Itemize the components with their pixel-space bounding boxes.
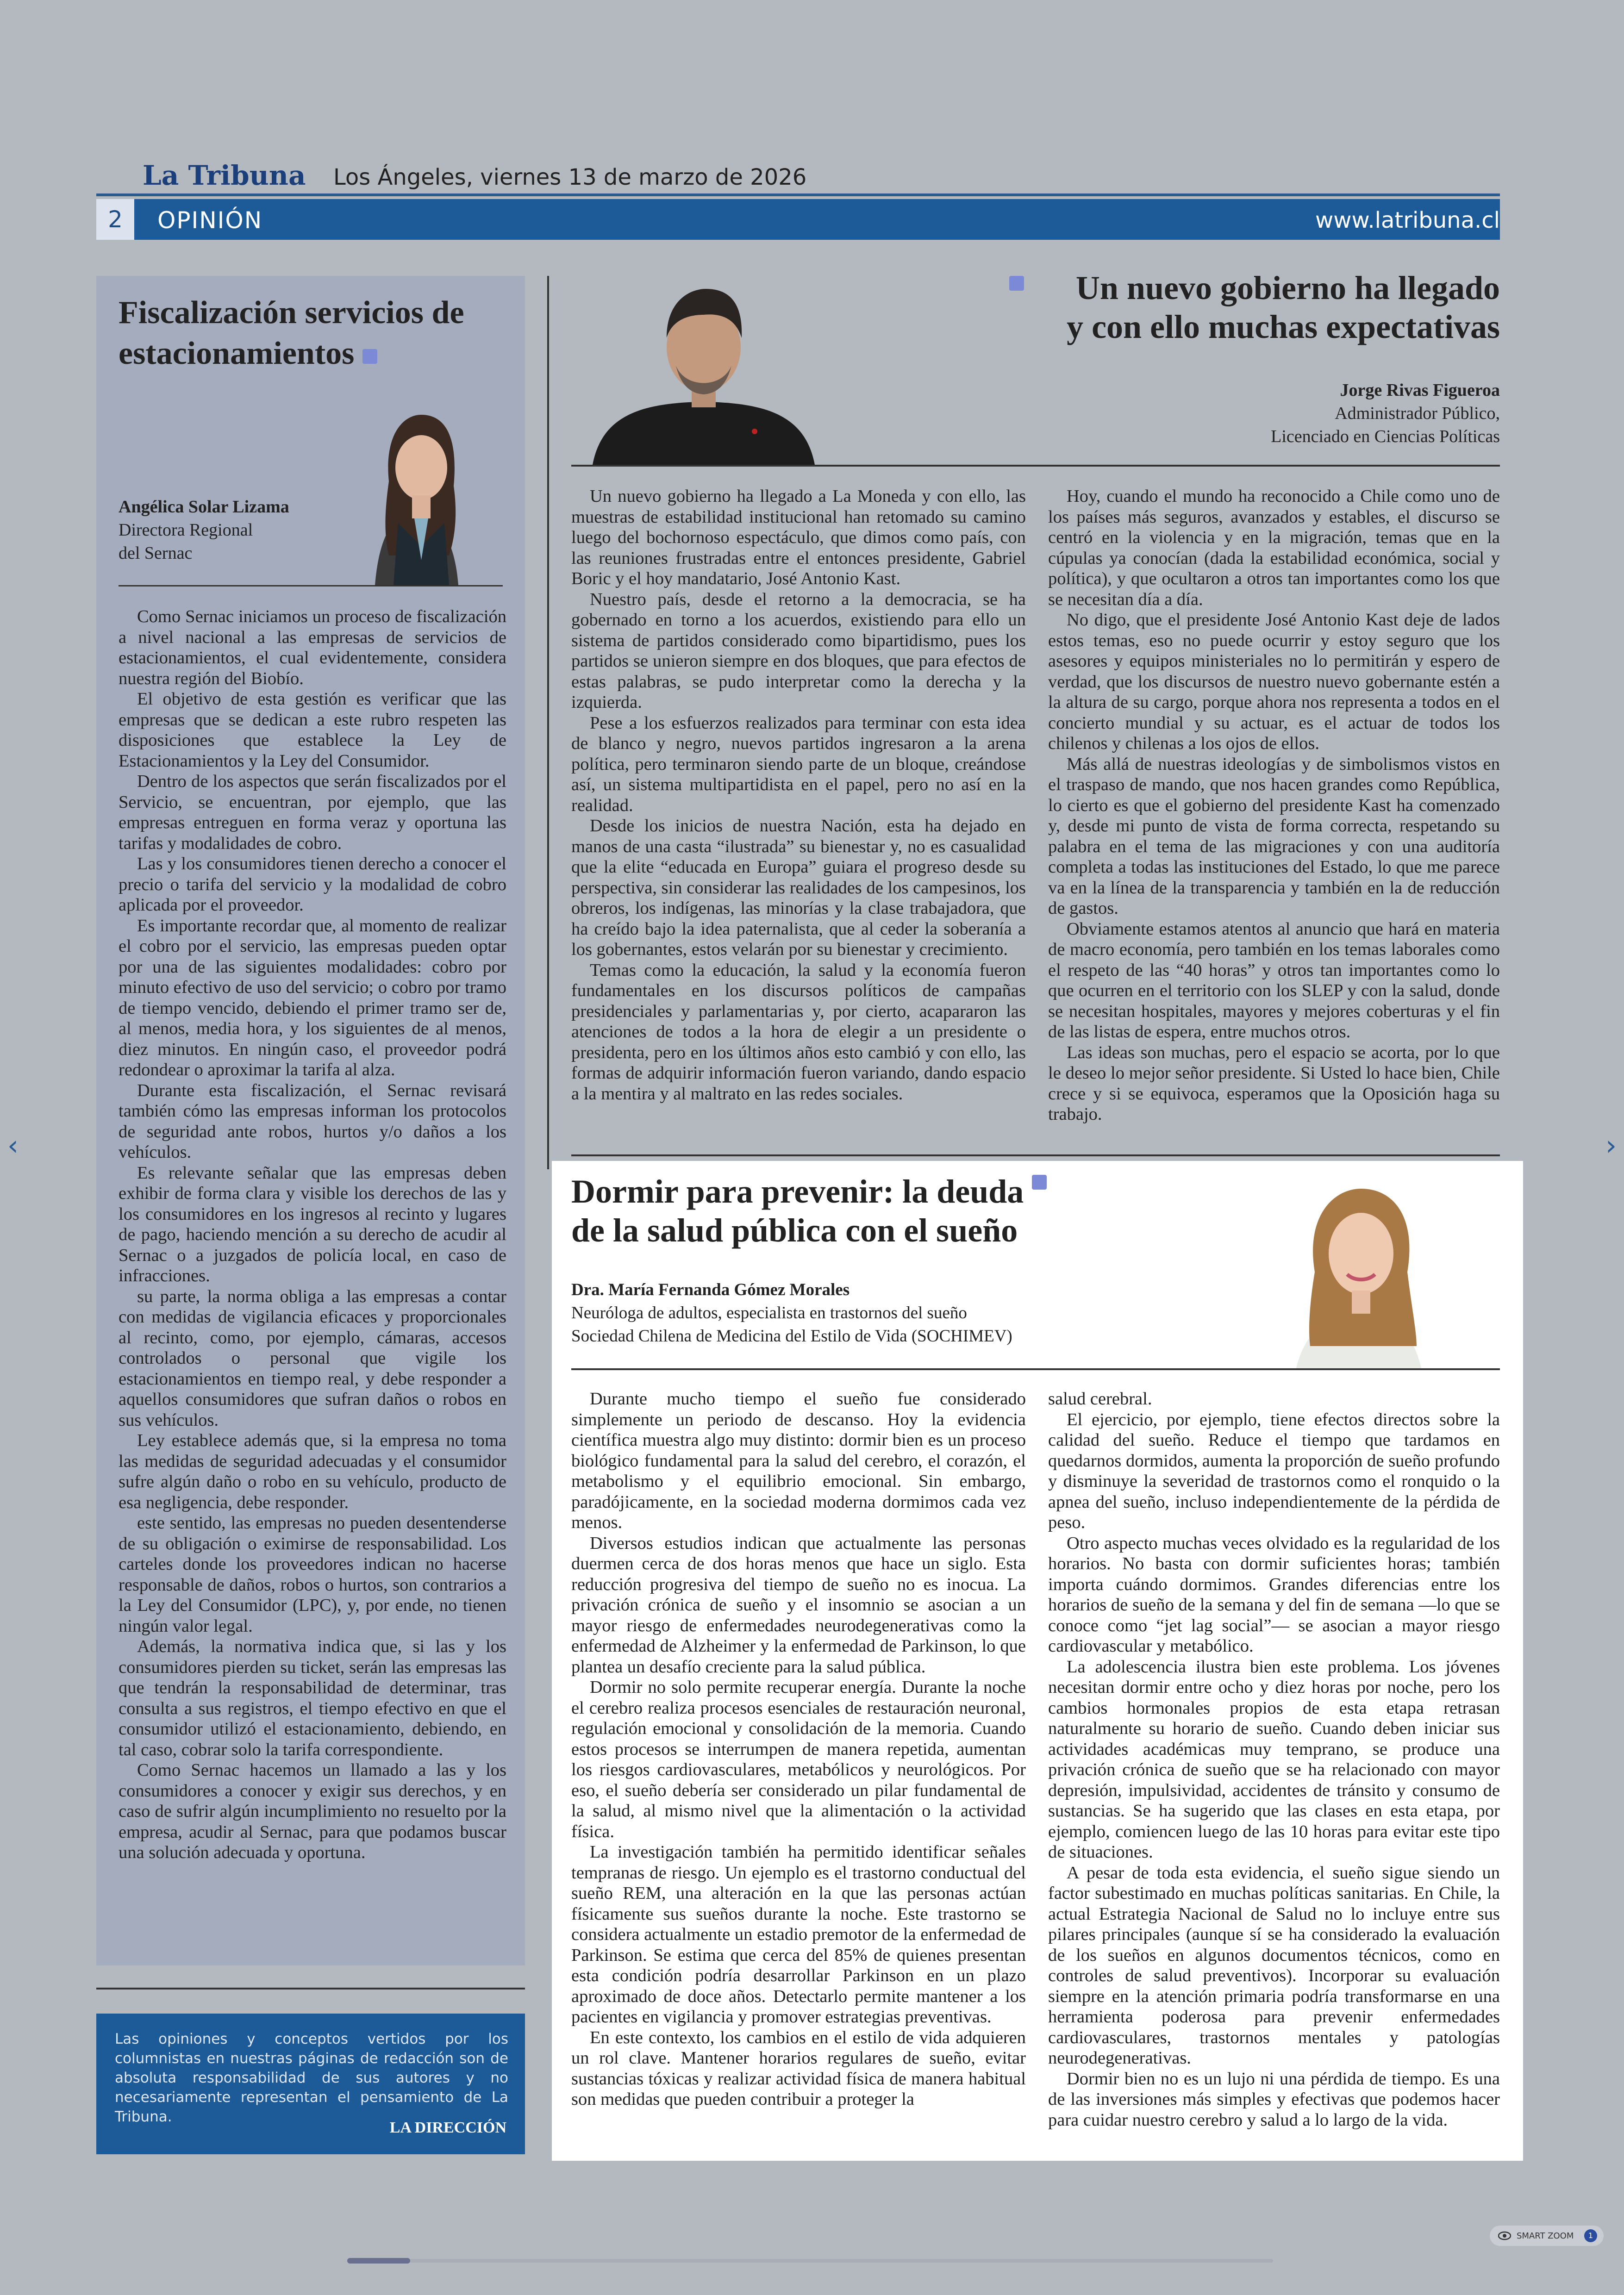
paragraph: Diversos estudios indican que actualmente las personas duermen cerca de dos horas menos que hace un siglo. Esta reducción progresiva del tiempo de sueño no es inocua. La privación crónica de sueño y el insomnio se asocian a un mayor riesgo de enfermedades neurodegenerativas como la enfermedad de Alzheimer y la enfermedad de Parkinson, lo que plantea un desafío creciente para la salud pública. xyxy=(571,1533,1026,1677)
left-bottom-rule xyxy=(96,1988,525,1989)
left-author-block xyxy=(119,495,289,565)
website-link[interactable]: www.latribuna.cl xyxy=(1315,207,1500,233)
paragraph: su parte, la norma obliga a las empresas a contar con medidas de vigilancia eficaces y proporcionales al recinto, como, por ejemplo, cámaras, accesos controlados o personal que vigile los estacionamientos en tiempo real, y debe responder a aquellos consumidores que sufran daños o robos en sus vehículos. xyxy=(119,1286,506,1430)
left-author-org: del Sernac xyxy=(119,543,193,563)
bottom-author-org: Sociedad Chilena de Medicina del Estilo de Vida (SOCHIMEV) xyxy=(571,1327,1012,1346)
author-photo-solar xyxy=(319,407,505,585)
left-author-rule xyxy=(119,585,503,586)
paragraph: Nuestro país, desde el retorno a la democracia, se ha gobernado en torno a los acuerdos, existiendo para ello un sistema de partidos considerado como bipartidismo, pues los partidos se unieron siempre en dos bloques, que para efectos de estas palabras, se pudo interpretar como la derecha y la izquierda. xyxy=(571,589,1026,712)
bottom-author-block xyxy=(571,1278,1012,1348)
paragraph: Dentro de los aspectos que serán fiscalizados por el Servicio, se encuentran, por ejemplo, que las empresas entreguen en forma veraz y oportuna las tarifas y modalidades de cobro. xyxy=(119,772,506,853)
paragraph: Ley establece además que, si la empresa no toma las medidas de seguridad adecuadas y el consumidor sufre algún daño o robo en su vehículo, producto de esa negligencia, debe responder. xyxy=(119,1431,506,1512)
page-number: 2 xyxy=(96,199,134,240)
paragraph: Más allá de nuestras ideologías y de simbolismos vistos en el traspaso de mando, que nos hacen grandes como República, lo cierto es que el gobierno del presidente Kast ha comenzado y, desde mi punto de vista de forma correcta, respetando su palabra en el tema de las migraciones y con una auditoría completa a todas las instituciones del Estado, lo que me parece va en la línea de la transparencia y también en la de reducción de gastos. xyxy=(1048,754,1500,918)
header-rule xyxy=(96,193,1500,196)
top-article-end-rule xyxy=(571,1154,1500,1156)
paragraph: Es relevante señalar que las empresas deben exhibir de forma clara y visible los derechos de las y los consumidores en los ingresos al recinto y lugares de pago, haciendo mención a su derecho de acudir al Sernac o a juzgados de policía local, en caso de infracciones. xyxy=(119,1163,506,1285)
paragraph: Desde los inicios de nuestra Nación, esta ha dejado en manos de una casta “ilustrada” su bienestar y, no es casualidad que la elite “educada en Europa” guiara el progreso desde su perspectiva, sin considerar las realidades de los campesinos, los obreros, los indígenas, las minorías y la clase trabajadora, que ha creído bajo la idea paternalista, que al ceder la soberanía a los gobernantes, estos velarán por su bienestar y crecimiento. xyxy=(571,816,1026,959)
left-author-name: Angélica Solar Lizama xyxy=(119,497,289,517)
previous-page-icon[interactable]: ‹ xyxy=(7,1129,19,1162)
dateline: Los Ángeles, viernes 13 de marzo de 2026 xyxy=(333,164,807,190)
paragraph: Las y los consumidores tienen derecho a conocer el precio o tarifa del servicio y la modalidad de cobro aplicada por el proveedor. xyxy=(119,854,506,915)
paragraph-continued: salud cerebral. xyxy=(1048,1389,1152,1409)
top-article-col-1 xyxy=(571,486,1026,1104)
paragraph: El objetivo de esta gestión es verificar que las empresas que se dedican a este rubro respeten las disposiciones que establece la Ley de Estacionamientos y la Ley del Consumidor. xyxy=(119,689,506,771)
top-author-rule xyxy=(571,465,1500,467)
paragraph: En este contexto, los cambios en el estilo de vida adquieren un rol clave. Mantener horarios regulares de sueño, evitar sustancias tóxicas y realizar actividad física de manera habitual son medidas que pueden contribuir a proteger la xyxy=(571,2027,1026,2109)
smart-zoom-label: SMART ZOOM xyxy=(1517,2231,1574,2241)
editorial-disclaimer xyxy=(96,2014,525,2154)
paragraph: Durante mucho tiempo el sueño fue considerado simplemente un periodo de descanso. Hoy la evidencia científica muestra algo muy distinto: dormir bien es un proceso biológico fundamental para la salud del cerebro, el corazón, el metabolismo y el equilibrio emocional. Sin embargo, paradójicamente, en la sociedad moderna dormimos cada vez menos. xyxy=(571,1389,1026,1532)
bottom-author-rule xyxy=(571,1368,1500,1370)
top-title-line-2: y con ello muchas expectativas xyxy=(1067,308,1500,345)
bottom-article-col-2 xyxy=(1048,1389,1500,2130)
top-author-role: Administrador Público, xyxy=(1335,404,1500,423)
paragraph: Es importante recordar que, al momento de realizar el cobro por el servicio, las empresas pueden optar por una de las siguientes modalidades: cobro por minuto efectivo de uso del servicio; o cobro por tramo de tiempo vencido, debiendo el primer tramo ser de, al menos, media hora, y los siguientes de al menos, diez minutos. En ningún caso, el proveedor podrá redondear o aproximar la tarifa al alza. xyxy=(119,916,506,1079)
top-article-col-2 xyxy=(1048,486,1500,1125)
paragraph: Un nuevo gobierno ha llegado a La Moneda y con ello, las muestras de estabilidad institucional han retomado su camino luego del bochornoso espectáculo, que dimos como país, con las reuniones frustradas entre el entonces presidente, Gabriel Boric y el hoy mandatario, José Antonio Kast. xyxy=(571,486,1026,588)
disclaimer-signature: LA DIRECCIÓN xyxy=(389,2119,506,2136)
bookmark-icon[interactable] xyxy=(362,349,377,364)
top-author-block xyxy=(1271,379,1500,448)
top-author-degree: Licenciado en Ciencias Políticas xyxy=(1271,427,1500,446)
bottom-title-line-2: de la salud pública con el sueño xyxy=(571,1212,1018,1249)
bottom-article-title xyxy=(571,1172,1155,1250)
column-divider xyxy=(547,276,549,1169)
bottom-author-name: Dra. María Fernanda Gómez Morales xyxy=(571,1280,850,1299)
bottom-article-col-1 xyxy=(571,1389,1026,2110)
bottom-author-role: Neuróloga de adultos, especialista en trastornos del sueño xyxy=(571,1303,967,1322)
zoom-badge: 1 xyxy=(1584,2229,1597,2242)
masthead-logo: La Tribuna xyxy=(143,160,306,191)
paragraph: La adolescencia ilustra bien este problema. Los jóvenes necesitan dormir entre ocho y diez horas por noche, pero los cambios hormonales propios de esta etapa retrasan naturalmente su horario de sueño. Cuando deben iniciar sus actividades académicas muy temprano, se produce una privación crónica de sueño que se ha relacionado con mayor depresión, impulsividad, accidentes de tránsito y consumo de sustancias. Se ha sugerido que las clases en esta etapa, por ejemplo, comiencen luego de las 10 horas para evitar este tipo de situaciones. xyxy=(1048,1657,1500,1862)
left-article-title-text: Fiscalización servicios de estacionamientos xyxy=(119,295,464,371)
next-page-icon[interactable]: › xyxy=(1605,1129,1617,1162)
author-photo-rivas xyxy=(583,278,824,465)
paragraph: La investigación también ha permitido identificar señales tempranas de riesgo. Un ejemplo es el trastorno conductual del sueño REM, una alteración en la que las personas actúan físicamente sus sueños durante la noche. Este trastorno se considera actualmente un estadio premotor de la enfermedad de Parkinson. Se estima que cerca del 85% de quienes presentan esta condición podría desarrollar Parkinson en un plazo aproximado de doce años. Detectarlo permite mantener a los pacientes en vigilancia y promover estrategias preventivas. xyxy=(571,1842,1026,2027)
top-title-line-1: Un nuevo gobierno ha llegado xyxy=(1075,269,1500,306)
author-photo-gomez xyxy=(1264,1179,1454,1368)
paragraph: Temas como la educación, la salud y la economía fueron fundamentales en los discursos políticos de campañas presidenciales y parlamentarias y, por cierto, acapararon las atenciones de todos a la hora de elegir a un presidente o presidenta, pero en los últimos años esto cambió y con ello, las formas de adquirir información fueron variando, dando espacio a la mentira y al maltrato en las redes sociales. xyxy=(571,960,1026,1104)
smart-zoom-button[interactable] xyxy=(1490,2226,1604,2246)
paragraph: Otro aspecto muchas veces olvidado es la regularidad de los horarios. No basta con dormir suficientes horas; también importa cuándo dormimos. Grandes diferencias entre los horarios de sueño de la semana y del fin de semana —lo que se conoce como “jet lag social”— se asocian a mayor riesgo cardiovascular y metabólico. xyxy=(1048,1533,1500,1656)
paragraph: Obviamente estamos atentos al anuncio que hará en materia de macro economía, pero también en los temas laborales como el respeto de las “40 horas” y otros tan importantes como lo que ocurren en el territorio con los SLEP y con la salud, donde se necesitan hospitales, mayores y mejores coberturas y el fin de las listas de espera, entre muchos otros. xyxy=(1048,919,1500,1041)
bookmark-icon[interactable] xyxy=(1032,1175,1047,1190)
paragraph: Hoy, cuando el mundo ha reconocido a Chile como uno de los países más seguros, avanzados y estables, el discurso se centró en la violencia y en la migración, temas que en la cúpulas ya conocían (dada la estabilidad económica, social y política), y que ocultaron a otros tan importantes como los que se necesitan día a día. xyxy=(1048,486,1500,609)
left-author-role: Directora Regional xyxy=(119,520,253,540)
page-scrollbar-thumb[interactable] xyxy=(347,2258,410,2264)
eye-icon xyxy=(1498,2231,1511,2243)
bookmark-icon[interactable] xyxy=(1009,276,1024,291)
disclaimer-text: Las opiniones y conceptos vertidos por los columnistas en nuestras páginas de redacción son de absoluta responsabilidad de sus autores y no necesariamente representan el pensamiento de La Tribuna. xyxy=(115,2031,508,2125)
page-scrollbar-track[interactable] xyxy=(347,2259,1273,2263)
top-author-name: Jorge Rivas Figueroa xyxy=(1340,380,1500,400)
paragraph: Pese a los esfuerzos realizados para terminar con esta idea de blanco y negro, nuevos partidos ingresaron a la arena política, pero terminaron siendo parte de un bloque, creándose así, un sistema multipartidista en el papel, pero no así en la realidad. xyxy=(571,713,1026,815)
section-bar xyxy=(96,199,1500,240)
paragraph: Durante esta fiscalización, el Sernac revisará también cómo las empresas informan los protocolos de seguridad ante robos, hurtos y/o daños a los vehículos. xyxy=(119,1080,506,1162)
paragraph: este sentido, las empresas no pueden desentenderse de su obligación o eximirse de responsabilidad. Los carteles donde los proveedores indican no hacerse responsable de daños, robos o hurtos, son contrarios a la Ley del Consumidor (LPC), y, por ende, no tienen ningún valor legal. xyxy=(119,1513,506,1636)
paragraph: Como Sernac iniciamos un proceso de fiscalización a nivel nacional a las empresas de servicios de estacionamientos, el cual evidentemente, considera nuestra región del Biobío. xyxy=(119,607,506,688)
bottom-title-line-1 xyxy=(571,1172,1155,1211)
paragraph: Dormir bien no es un lujo ni una pérdida de tiempo. Es una de las inversiones más simples y efectivas que podemos hacer para cuidar nuestro cerebro y salud a lo largo de la vida. xyxy=(1048,2069,1500,2130)
left-article-title xyxy=(119,293,480,374)
left-article-body xyxy=(119,606,506,1863)
section-name: OPINIÓN xyxy=(157,207,263,234)
paragraph: No digo, que el presidente José Antonio Kast deje de lados estos temas, eso no puede ocurrir y estoy seguro que los asesores y equipos ministeriales no lo permitirán y espero de verdad, que los discursos de nuestro nuevo gobernante estén a la altura de su cargo, porque ahora nos representa a todos en el concierto mundial y su actuar, es el actuar de todos los chilenos y chilenas a los ojos de ellos. xyxy=(1048,610,1500,753)
paragraph: El ejercicio, por ejemplo, tiene efectos directos sobre la calidad del sueño. Reduce el tiempo que tardamos en quedarnos dormidos, aumenta la proporción de sueño profundo y disminuye la severidad de trastornos como el ronquido o la apnea del sueño, incluso independientemente de la pérdida de peso. xyxy=(1048,1409,1500,1532)
paragraph: Las ideas son muchas, pero el espacio se acorta, por lo que le deseo lo mejor señor presidente. Si Usted lo hace bien, Chile crece y si se equivoca, esperamos que la Oposición haga su trabajo. xyxy=(1048,1042,1500,1124)
paragraph: Como Sernac hacemos un llamado a las y los consumidores a conocer y exigir sus derechos, y en caso de sufrir algún incumplimiento no resuelto por la empresa, acudir al Sernac, para que podamos buscar una solución adecuada y oportuna. xyxy=(119,1760,506,1862)
bottom-title-line-1-text: Dormir para prevenir: la deuda xyxy=(571,1173,1024,1210)
paragraph: A pesar de toda esta evidencia, el sueño sigue siendo un factor subestimado en muchas políticas sanitarias. En Chile, la actual Estrategia Nacional de Salud no lo incluye entre sus pilares principales (aunque sí se ha considerado la evaluación de los sueños en algunos documentos técnicos, como en controles de salud preventivos). Incorporar su evaluación siempre en la atención primaria podría transformarse en una herramienta poderosa para prevenir enfermedades cardiovasculares, trastornos mentales y patologías neurodegenerativas. xyxy=(1048,1863,1500,2068)
paragraph: Dormir no solo permite recuperar energía. Durante la noche el cerebro realiza procesos esenciales de restauración neuronal, regulación emocional y consolidación de la memoria. Cuando estos procesos se interrumpen de manera repetida, aumentan los riesgos cardiovasculares, metabólicos y neurológicos. Por eso, el sueño debería ser considerado un pilar fundamental de la salud, al mismo nivel que la alimentación o la actividad física. xyxy=(571,1678,1026,1841)
paragraph: Además, la normativa indica que, si las y los consumidores pierden su ticket, serán las empresas las que tendrán la responsabilidad de determinar, tras consulta a sus registros, el tiempo efectivo en que el consumidor utilizó el estacionamiento, debiendo, en tal caso, cobrar solo la tarifa correspondiente. xyxy=(119,1637,506,1759)
top-article-title xyxy=(1067,268,1500,346)
